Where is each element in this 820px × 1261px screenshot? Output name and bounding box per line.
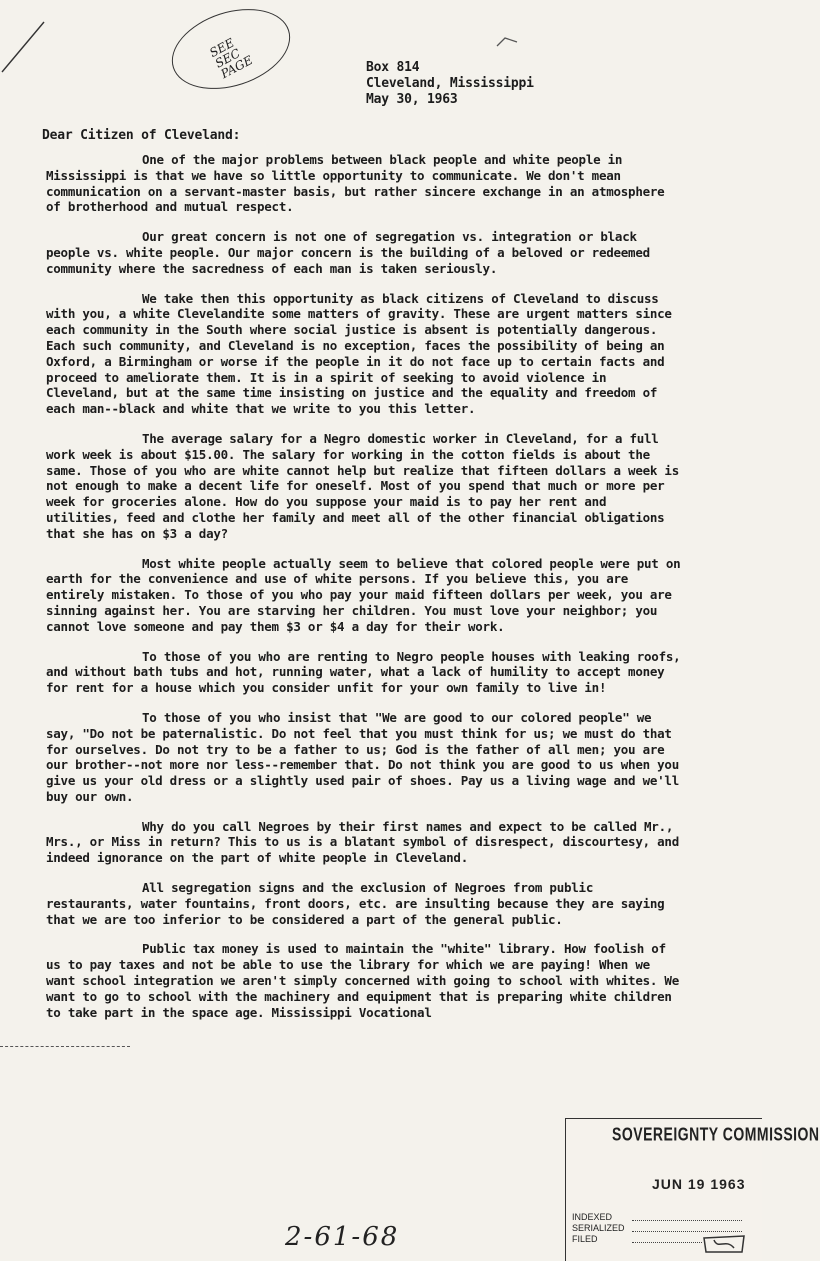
paragraph-8: Why do you call Negroes by their first names and expect to be called Mr., Mrs., or Miss in return? This to us is a blatant symbol of disrespect, discourtesy, and indeed ignorance on the part of white people in Cleveland. xyxy=(46,818,679,866)
address-line-2: Cleveland, Mississippi xyxy=(366,76,534,91)
return-address xyxy=(366,60,534,108)
stamp-title: SOVEREIGNTY COMMISSION xyxy=(612,1123,820,1145)
stamp-indexed: INDEXED xyxy=(572,1212,613,1222)
scan-artifact-line xyxy=(0,1046,130,1047)
stamp-initials-mark xyxy=(700,1232,750,1256)
paragraph-9: All segregation signs and the exclusion of Negroes from public restaurants, water fountains, front doors, etc. are insulting because they are saying that we are too inferior to be considered a part of the general public. xyxy=(46,880,665,927)
stamp-filed: FILED xyxy=(572,1234,598,1244)
handwritten-file-number: 2-61-68 xyxy=(285,1222,400,1252)
paragraph-3: We take then this opportunity as black citizens of Cleveland to discuss with you, a white Clevelandite some matters of gravity. These are urgent matters since each community in the South where social justice is absent is potentially dangerous. Each such community, and Cleveland is no exception, faces the possibility of being an Oxford, a Birmingham or worse if the people in it do not face up to certain facts and proceed to ameliorate them. It is in a spirit of seeking to avoid violence in Cleveland, but at the same time insisting on justice and the equality and freedom of each man--black and white that we write to you this letter. xyxy=(46,290,672,417)
corner-tick-mark xyxy=(495,34,525,50)
paragraph-10: Public tax money is used to maintain the "white" library. How foolish of us to pay taxes and not be able to use the library for which we are paying! When we want school integration we aren't simply concerned with going to school with whites. We want to go to school with the machinery and equipment that is preparing white children to take part in the space age. Mississippi Vocational xyxy=(46,941,679,1020)
paragraph-6: To those of you who are renting to Negro people houses with leaking roofs, and without bath tubs and hot, running water, what a lack of humility to accept money for rent for a house which you consider unfit for your own family to live in! xyxy=(46,648,681,696)
stamp-rule xyxy=(632,1242,702,1243)
paragraph-2: Our great concern is not one of segregation vs. integration or black people vs. white people. Our major concern is the building of a beloved or redeemed community where the sacredness of each man is taken seriously. xyxy=(46,229,650,276)
salutation: Dear Citizen of Cleveland: xyxy=(42,128,241,143)
paragraph-7: To those of you who insist that "We are good to our colored people" we say, "Do not be paternalistic. Do not feel that you must think for us; we must do that for ourselves. Do not try to be a father to us; God is the father of all men; you are our brother--not more nor less--remember that. Do not think you are good to us when you give us your old dress or a slightly used pair of shoes. Pay us a living wage and we'll buy our own. xyxy=(46,709,679,804)
pen-stroke-mark xyxy=(0,0,60,80)
stamp-checklist xyxy=(572,1212,625,1245)
address-date: May 30, 1963 xyxy=(366,92,458,107)
paragraph-4: The average salary for a Negro domestic worker in Cleveland, for a full work week is about $15.00. The salary for working in the cotton fields is about the same. Those of you who are white cannot help but realize that fifteen dollars a week is not enough to make a decent life for oneself. Most of you spend that much or more per week for groceries alone. How do you suppose your maid is to pay her rent and utilities, feed and clothe her family and meet all of the other financial obligations that she has on $3 a day? xyxy=(46,430,679,541)
paragraph-5: Most white people actually seem to believe that colored people were put on earth for the convenience and use of white persons. If you believe this, you are entirely mistaken. To those of you who pay your maid fifteen dollars per week, you are sinning against her. You are starving her children. You must love your neighbor; you cannot love someone and pay them $3 or $4 a day for their work. xyxy=(46,555,681,634)
margin-note: SEE SEC PAGE xyxy=(207,35,256,82)
stamp-date: JUN 19 1963 xyxy=(652,1176,746,1192)
paragraph-1: One of the major problems between black people and white people in Mississippi is that we have so little opportunity to communicate. We don't mean communication on a servant-master basis, but rather sincere exchange in an atmosphere of brotherhood and mutual respect. xyxy=(46,152,665,215)
letter-body xyxy=(46,152,686,1034)
stamp-rule xyxy=(632,1220,742,1221)
address-line-1: Box 814 xyxy=(366,60,420,75)
stamp-serialized: SERIALIZED xyxy=(572,1223,625,1233)
